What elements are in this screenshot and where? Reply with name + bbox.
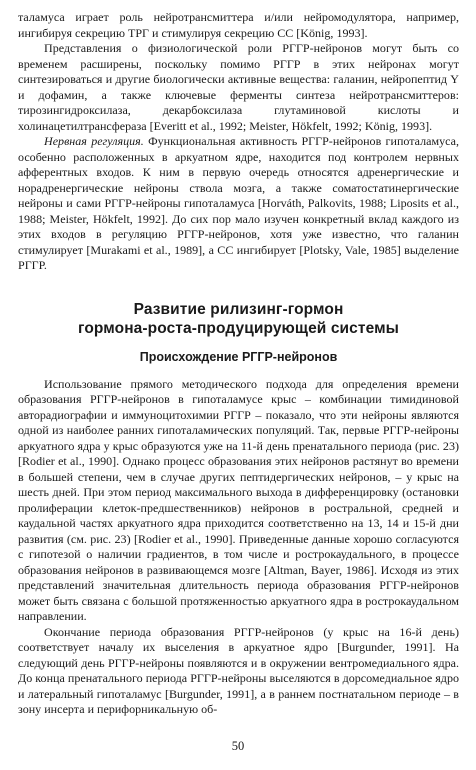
paragraph-2: Представления о физиологической роли РГГР-нейронов могут быть со временем расширены, поскольку помимо РГГР в этих нейронах могут синтезироваться и другие биологически активные вещества: галанин, нейропептид Y и дофамин, а также ключевые ферменты синтеза нейротрансмиттеров: тирозингидроксилаза, декарбоксилаза глутаминовой кислоты и холинацетилтрансфераза [Everitt et al., 1992; Meister, Hökfelt, 1992; König, 1993]. [18, 41, 459, 133]
section-title [18, 300, 459, 338]
paragraph-neural-regulation [18, 134, 459, 274]
page-number: 50 [231, 739, 245, 753]
section-title-line-2: гормона-роста-продуцирующей системы [77, 319, 399, 337]
book-page [18, 10, 459, 718]
paragraph-1: таламуса играет роль нейротрансмиттера и/или нейромодулятора, например, ингибируя секрецию ТРГ и стимулируя секрецию СС [König, 1993]. [18, 10, 459, 40]
italic-lead: Нервная регуляция. [44, 134, 144, 148]
subsection-title: Происхождение РГГР-нейронов [139, 349, 338, 364]
paragraph-migration: Окончание периода образования РГГР-нейронов (у крыс на 16-й день) соответствует началу их выселения в аркуатное ядро [Burgunder, 1991]. На следующий день РГГР-нейроны появляются и в окружении вентромедиального ядра. До конца пренатального периода РГГР-нейроны выселяются в дорсомедиальное ядро и латеральный гипоталамус [Burgunder, 1991], а в раннем постнатальном периоде – в зону инсерта и перифорникальную об- [18, 624, 459, 716]
neural-regulation-text: Функциональная активность РГГР-нейронов гипоталамуса, особенно расположенных в аркуатном ядре, находится под контролем нервных афферентных входов. К ним в первую очередь относятся адренергические и норадренергические нейроны ствола мозга, а также соматостатинергические нейроны и сами РГГР-нейроны гипоталамуса [Horváth, Palkovits, 1988; Liposits et al., 1988; Meister, Hökfelt, 1992]. До сих пор мало изучен конкретный вклад каждого из этих входов в регуляцию РГГР-нейронов, хотя уже известно, что галанин стимулирует [Murakami et al., 1989], а СС ингибирует [Plotsky, Vale, 1985] выделение РГГР. [18, 134, 459, 272]
paragraph-origin: Использование прямого методического подхода для определения времени образования РГГР-нейронов в гипоталамусе крыс – комбинации тимидиновой авторадиографии и иммуноцитохимии РГГР – показало, что эти нейроны являются одной из наиболее ранних гипоталамических популяций. Так, первые РГГР-нейроны аркуатного ядра у крыс образуются уже на 11-й день пренатального периода (рис. 23) [Rodier et al., 1990]. Однако процесс образования этих нейронов растянут во времени в большей степени, чем в случае других пептидергических нейронов, – у крыс на шесть дней. При этом период максимального выхода в дифференцировку (остановки пролиферации клеток-предшественников) нейронов в ростральной, средней и каудальной частях аркуатного ядра приходится соответственно на 13, 14 и 15-й дни развития (см. рис. 23) [Rodier et al., 1990]. Приведенные данные хорошо согласуются с гипотезой о наличии градиентов, в том числе и рострокаудального, в процессе образования нейронов в развивающемся мозге [Altman, Bayer, 1986]. Исходя из этих представлений значительная длительность периода образования РГГР-нейронов может быть связана с большой протяженностью аркуатного ядра в рострокаудальном направлении. [18, 376, 459, 623]
section-title-line-1: Развитие рилизинг-гормон [133, 300, 344, 318]
